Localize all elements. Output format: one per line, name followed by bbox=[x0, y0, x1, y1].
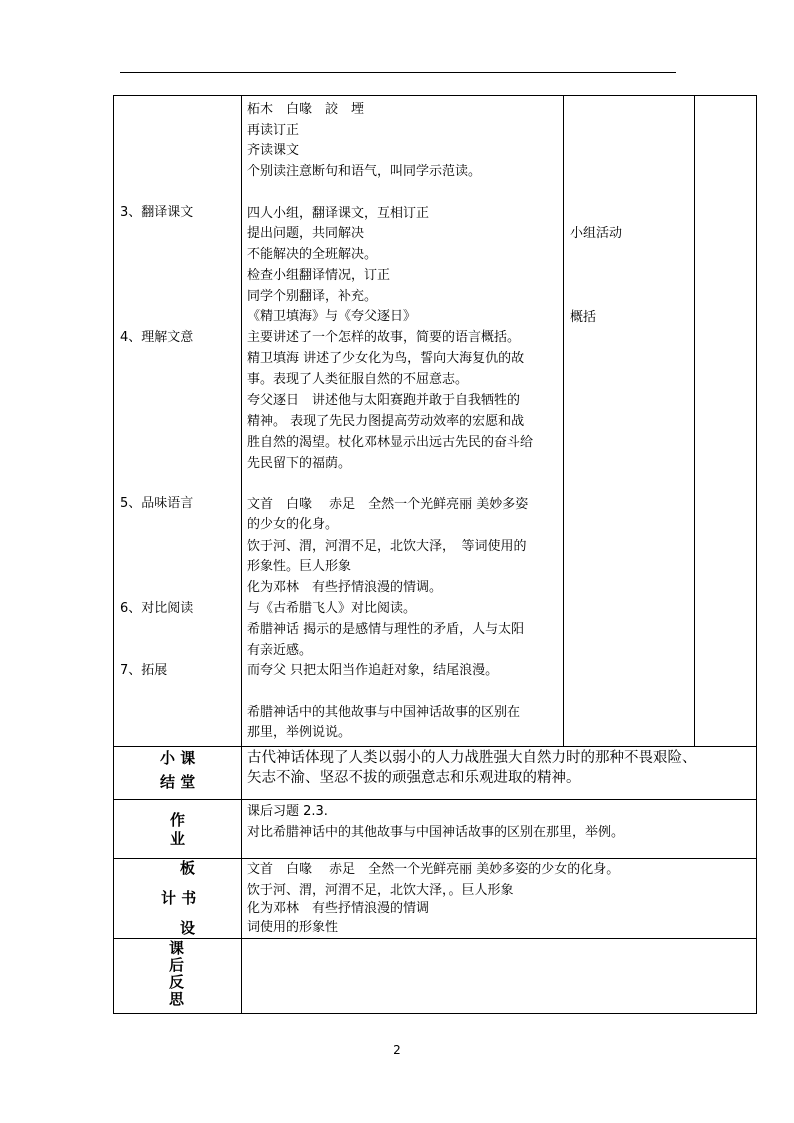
reflection-char-4: 思 bbox=[169, 990, 185, 1008]
step-7: 7、拓展 bbox=[120, 663, 168, 678]
content-line: 希腊神话 揭示的是感情与理性的矛盾，人与太阳 bbox=[247, 622, 525, 637]
reflection-char-1: 课 bbox=[169, 939, 185, 957]
content-line: 四人小组，翻译课文，互相订正 bbox=[247, 206, 430, 221]
reflection-text-cell bbox=[242, 939, 757, 1014]
homework-text-2: 对比希腊神话中的其他故事与中国神话故事的区别在那里，举例。 bbox=[247, 825, 625, 840]
content-line: 同学个别翻译，补充。 bbox=[247, 289, 378, 304]
step-4: 4、理解文意 bbox=[120, 330, 194, 345]
content-line: 个别读注意断句和语气，叫同学示范读。 bbox=[247, 164, 482, 179]
page-number: 2 bbox=[393, 1043, 401, 1057]
content-line: 不能解决的全班解决。 bbox=[247, 247, 378, 262]
content-line: 先民留下的福荫。 bbox=[247, 456, 352, 471]
content-line: 饮于河、渭，河渭不足，北饮大泽， 等词使用的 bbox=[247, 539, 527, 554]
methods-cell bbox=[564, 96, 695, 747]
method-summary: 概括 bbox=[570, 310, 597, 325]
content-line: 那里，举例说说。 bbox=[247, 725, 352, 740]
board-label-3: 设 bbox=[180, 919, 196, 937]
summary-label-2: 结 堂 bbox=[160, 773, 196, 791]
board-text-cell bbox=[242, 859, 757, 939]
method-group: 小组活动 bbox=[570, 226, 623, 241]
board-label-2: 计 书 bbox=[161, 889, 197, 907]
homework-label-cell bbox=[114, 800, 242, 859]
content-line: 齐读课文 bbox=[247, 143, 300, 158]
summary-text-cell bbox=[242, 747, 757, 800]
content-line: 的少女的化身。 bbox=[247, 517, 339, 532]
content-line: 提出问题，共同解决 bbox=[247, 226, 365, 241]
content-line: 夸父逐日 讲述他与太阳赛跑并敢于自我牺牲的 bbox=[247, 393, 521, 408]
homework-text-1: 课后习题 2.3. bbox=[247, 804, 328, 819]
reflection-label-cell bbox=[114, 939, 242, 1014]
reflection-char-3: 反 bbox=[169, 973, 185, 991]
homework-text-cell bbox=[242, 800, 757, 859]
content-line: 精卫填海 讲述了少女化为鸟，誓向大海复仇的故 bbox=[247, 351, 525, 366]
board-text-3: 化为邓林 有些抒情浪漫的情调 bbox=[247, 901, 430, 916]
content-line: 形象性。巨人形象 bbox=[247, 559, 352, 574]
content-line: 柘木 白喙 詨 堙 bbox=[247, 102, 365, 117]
content-line: 化为邓林 有些抒情浪漫的情调。 bbox=[247, 580, 443, 595]
content-line: 胜自然的渴望。杖化邓林显示出远古先民的奋斗给 bbox=[247, 435, 534, 450]
content-line: 再读订正 bbox=[247, 123, 300, 138]
summary-text-1: 古代神话体现了人类以弱小的人力战胜强大自然力时的那种不畏艰险、 bbox=[247, 750, 697, 766]
homework-label-1: 作 bbox=[170, 811, 186, 829]
summary-text-2: 矢志不渝、坚忍不拔的顽强意志和乐观进取的精神。 bbox=[247, 770, 581, 786]
step-3: 3、翻译课文 bbox=[120, 205, 194, 220]
step-6: 6、对比阅读 bbox=[120, 601, 194, 616]
header-rule bbox=[120, 72, 676, 73]
notes-cell bbox=[695, 96, 757, 747]
board-text-2: 饮于河、渭，河渭不足，北饮大泽，。巨人形象 bbox=[247, 883, 514, 898]
content-line: 主要讲述了一个怎样的故事，简要的语言概括。 bbox=[247, 330, 521, 345]
content-line: 检查小组翻译情况，订正 bbox=[247, 268, 391, 283]
steps-cell bbox=[114, 96, 242, 747]
board-text-1: 文首 白喙 赤足 全然一个光鲜亮丽 美妙多姿的少女的化身。 bbox=[247, 862, 620, 877]
content-line: 而夸父 只把太阳当作追赶对象，结尾浪漫。 bbox=[247, 663, 499, 678]
content-line: 事。表现了人类征服自然的不屈意志。 bbox=[247, 372, 469, 387]
summary-label-cell bbox=[114, 747, 242, 800]
step-5: 5、品味语言 bbox=[120, 496, 194, 511]
content-line: 精神。 表现了先民力图提高劳动效率的宏愿和战 bbox=[247, 414, 525, 429]
board-text-4: 词使用的形象性 bbox=[247, 920, 339, 935]
summary-label-1: 小 课 bbox=[160, 749, 196, 767]
content-line: 与《古希腊飞人》对比阅读。 bbox=[247, 601, 417, 616]
content-line: 《精卫填海》与《夸父逐日》 bbox=[247, 309, 417, 324]
content-cell bbox=[242, 96, 564, 747]
lesson-plan-table bbox=[113, 95, 757, 1014]
content-line: 有亲近感。 bbox=[247, 643, 313, 658]
content-line: 希腊神话中的其他故事与中国神话故事的区别在 bbox=[247, 705, 521, 720]
board-label-cell bbox=[114, 859, 242, 939]
homework-label-2: 业 bbox=[170, 830, 186, 848]
reflection-char-2: 后 bbox=[169, 956, 185, 974]
content-line: 文首 白喙 赤足 全然一个光鲜亮丽 美妙多姿 bbox=[247, 497, 529, 512]
board-label-1: 板 bbox=[180, 859, 196, 877]
